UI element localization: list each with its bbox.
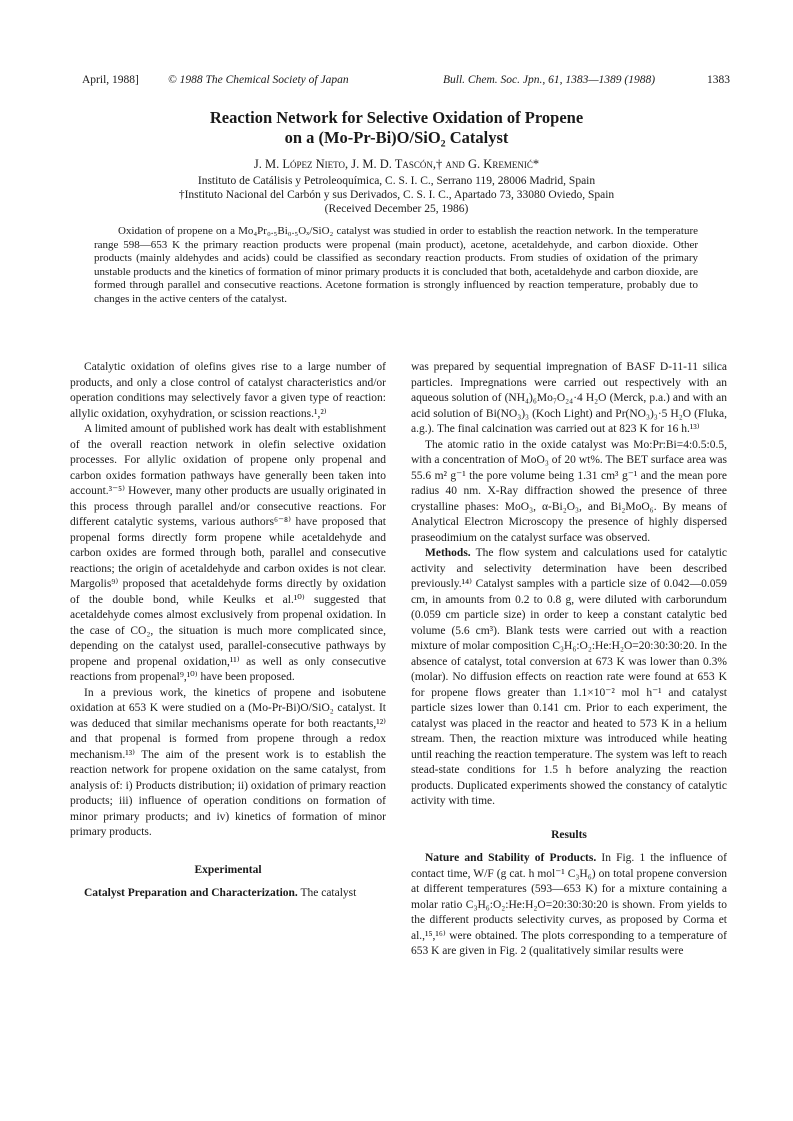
- left-column: [70, 360, 386, 902]
- affiliation-2: †Instituto Nacional del Carbón y sus Derivados, C. S. I. C., Apartado 73, 33080 Oviedo, Spain: [178, 189, 615, 201]
- subsection-heading: Catalyst Preparation and Characterization.: [84, 887, 298, 899]
- authors: J. M. López Nieto, J. M. D. Tascón,† and G. Kremenić*: [253, 157, 540, 171]
- paragraph-text: The flow system and calculations used for catalytic activity and selectivity determination have been described previously.¹⁴⁾ Catalyst samples with a particle size of 0.042—0.059 cm, in amounts from 0.2 to 0.8 g, were diluted with carborundum (0.059 cm particle size) in order to keep a constant catalytic bed volume (5.6 cm³). Blank tests were carried out with a reaction mixture of molar composition C₃H₆:O₂:He:H₂O=20:30:30:20. In the absence of catalyst, total conversion at 673 K was lower than 0.3% (molar). No diffusion effects on reaction rate were found at 653 K for propene flows greater than 1.1×10⁻² mol h⁻¹ and catalyst particle sizes lower than 0.141 cm. Prior to each experiment, the catalyst was placed in the reactor and heated to 573 K in a helium stream. Then, the reaction mixture was introduced while heating until reaching the reaction temperature. The system was left to reach stead-state conditions for 1.5 h before analyzing the reaction products. Duplicated experiments showed the constancy of catalytic activity with time.: [411, 547, 727, 807]
- section-heading-experimental: Experimental: [194, 863, 262, 876]
- header-page-number: 1383: [707, 74, 730, 86]
- paragraph-text: In Fig. 1 the influence of contact time, W/F (g cat. h mol⁻¹ C₃H₆) on total propene conversion at different temperatures (593—653 K) for a mixture containing a molar ratio C₃H₆:O₂:He:H₂O=20:30:30:20 is shown. From yields to the different products selectivity curves, as proposed by Corma et al.,¹⁵,¹⁶⁾ were obtained. The plots corresponding to a temperature of 653 K are given in Fig. 2 (qualitatively similar results were: [411, 852, 728, 957]
- right-column: [411, 360, 727, 960]
- section-heading-results: Results: [551, 828, 587, 841]
- header-journal: Bull. Chem. Soc. Jpn., 61, 1383—1389 (1988): [443, 74, 656, 86]
- received-date: (Received December 25, 1986): [324, 203, 469, 215]
- paragraph: The atomic ratio in the oxide catalyst was Mo:Pr:Bi=4:0.5:0.5, with a concentration of MoO₃ of 20 wt%. The BET surface area was 55.6 m² g⁻¹ the pore volume being 1.31 cm³ g⁻¹ and the mean pore radius 40 nm. X-Ray diffraction showed the presence of three crystalline phases: MoO₃, α-Bi₂O₃, and Bi₂MoO₆. By means of Analytical Electron Microscopy the presence of highly dispersed praseodimium on the catalyst surface was observed.: [411, 438, 727, 544]
- abstract: Oxidation of propene on a Mo₄Pr₀.₅Bi₀.₅Oₓ/SiO₂ catalyst was studied in order to establish the reaction network. In the temperature range 598—653 K the primary reaction products were propenal (main product), acetone, acetaldehyde, and carbon dioxide. Other products (mainly aldehydes and acids) could be classified as secondary reaction products. From studies of oxidation of the primary unstable products and the kinetics of formation of minor primary products it is concluded that both, acetaldehyde and carbon dioxide, are formed through parallel and consecutive reactions. Acetone formation is strongly influenced by reaction temperature, probably due to changes in the active centers of the catalyst.: [94, 225, 698, 305]
- paragraph-text: The catalyst: [300, 887, 357, 899]
- subsection-heading: Nature and Stability of Products.: [425, 852, 597, 864]
- paragraph: In a previous work, the kinetics of propene and isobutene oxidation at 653 K were studied on a (Mo-Pr-Bi)O/SiO₂ catalyst. It was deduced that similar mechanisms operate for both reactants,¹²⁾ and that propenal is formed from propene through a redox mechanism.¹³⁾ The aim of the present work is to establish the reaction network for propene oxidation on the same catalyst, from analysis of: i) Products distribution; ii) oxidation of primary reaction products; iii) influence of operation conditions on formation of minor primary products; and iv) kinetics of formation of minor primary products.: [70, 686, 386, 838]
- paragraph: was prepared by sequential impregnation of BASF D-11-11 silica particles. Impregnations were carried out respectively with an aqueous solution of (NH₄)₆Mo₇O₂₄·4 H₂O (Merck, p.a.) and with an acid solution of Bi(NO₃)₃ (Koch Light) and Pr(NO₃)₃·5 H₂O (Fluka, a.g.). The final calcination was carried out at 823 K for 16 h.¹³⁾: [411, 361, 727, 435]
- affiliation-1: Instituto de Catálisis y Petroleoquímica, C. S. I. C., Serrano 119, 28006 Madrid, Spain: [197, 175, 596, 187]
- subsection-heading: Methods.: [425, 547, 471, 559]
- title-line-2: on a (Mo-Pr-Bi)O/SiO₂ Catalyst: [284, 128, 509, 147]
- paragraph: A limited amount of published work has dealt with establishment of the overall reaction network in olefin selective oxidation processes. For allylic oxidation of propene only propenal and carbon oxides formation pathways have generally been taken into account.³⁻⁵⁾ However, many other products are usually originated in this process through parallel and/or consecutive reactions. For different catalytic systems, various authors⁶⁻⁸⁾ have proposed that propenal forms directly form propene while acetaldehyde and carbon oxides are formed through both, parallel and consecutive reactions; the origin of acetaldehyde and carbon oxides is not clear. Margolis⁹⁾ proposed that acetaldehyde forms directly by oxidation of the double bond, while Keulks et al.¹⁰⁾ suggested that acetaldehyde comes almost exclusively from propenal oxidation. In the case of CO₂, the situation is much more complicated since, depending on the catalyst used, parallel-consecutive pathways by propene and propenal oxidation,¹¹⁾ as well as only consecutive reactions from propenal⁹,¹⁰⁾ have been proposed.: [70, 423, 386, 683]
- header-date: April, 1988]: [82, 74, 139, 86]
- header-copyright: © 1988 The Chemical Society of Japan: [168, 74, 349, 86]
- paragraph: Catalytic oxidation of olefins gives rise to a large number of products, and only a close control of catalyst characteristics and/or operation conditions may selectively favor a given type of reaction: allylic oxidation, oxyhydration, or scission reactions.¹,²⁾: [70, 361, 386, 420]
- title-line-1: Reaction Network for Selective Oxidation of Propene: [209, 108, 584, 127]
